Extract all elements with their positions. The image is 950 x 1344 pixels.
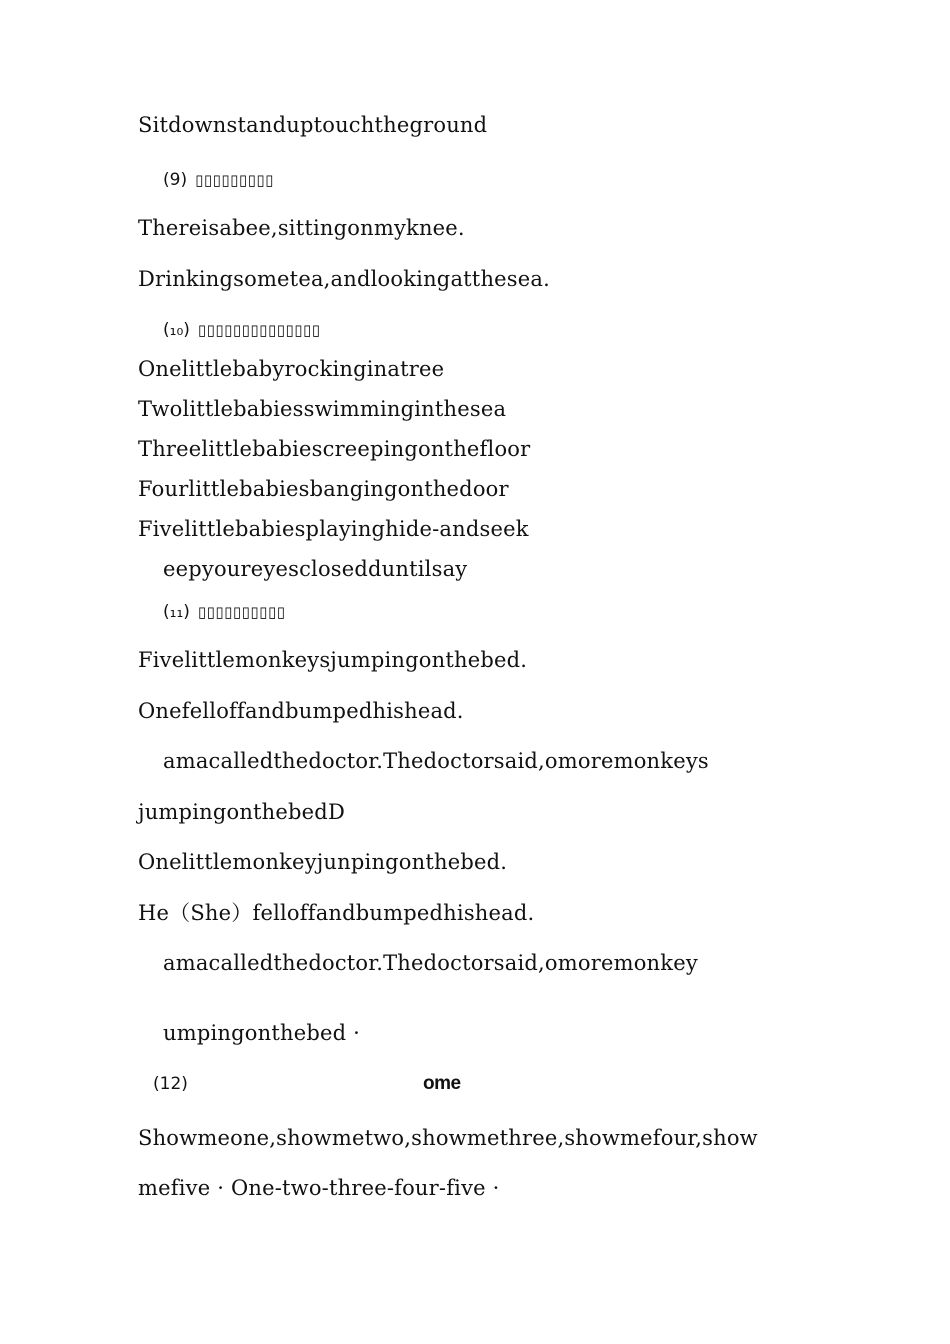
text-line: Fivelittlebabiesplayinghide-andseek	[138, 517, 529, 541]
section-heading-10	[163, 319, 320, 341]
text-line: Onelittlemonkeyjunpingonthebed.	[138, 850, 508, 874]
heading-number: (₁₀)	[163, 320, 190, 340]
text-line: Threelittlebabiescreepingonthefloor	[138, 437, 531, 461]
heading-title: ▯▯▯▯▯▯▯▯▯▯▯▯▯▯	[197, 321, 321, 339]
text-line: Drinkingsometea,andlookingatthesea.	[138, 267, 550, 291]
text-line: Onelittlebabyrockinginatree	[138, 357, 445, 381]
heading-title: ▯▯▯▯▯▯▯▯▯▯	[197, 603, 286, 621]
heading-title: ome	[423, 1073, 461, 1094]
heading-number: (12)	[153, 1074, 188, 1094]
heading-title: ▯▯▯▯▯▯▯▯▯	[195, 171, 274, 189]
text-line: Showmeone,showmetwo,showmethree,showmefour,show	[138, 1126, 758, 1150]
text-line: Fivelittlemonkeysjumpingonthebed.	[138, 648, 528, 672]
text-line: Sitdownstanduptouchtheground	[138, 113, 488, 137]
text-line: eepyoureyesclosedduntilsay	[163, 557, 468, 581]
text-line: Onefelloffandbumpedhishead.	[138, 699, 464, 723]
text-line: jumpingonthebedD	[138, 800, 345, 824]
text-line: Thereisabee,sittingonmyknee.	[138, 216, 465, 240]
section-heading-12	[153, 1073, 553, 1097]
text-line: mefive · One-two-three-four-five ·	[138, 1176, 500, 1200]
text-line: amacalledthedoctor.Thedoctorsaid,omoremonkey	[163, 951, 698, 975]
text-line: Twolittlebabiesswimminginthesea	[138, 397, 507, 421]
text-line: umpingonthebed ·	[163, 1021, 360, 1045]
text-line: He（She）felloffandbumpedhishead.	[138, 901, 535, 925]
heading-number: (9)	[163, 170, 188, 190]
text-line: Fourlittlebabiesbangingonthedoor	[138, 477, 509, 501]
section-heading-9	[163, 169, 274, 191]
text-line: amacalledthedoctor.Thedoctorsaid,omoremonkeys	[163, 749, 709, 773]
section-heading-11	[163, 601, 285, 623]
heading-number: (₁₁)	[163, 602, 190, 622]
